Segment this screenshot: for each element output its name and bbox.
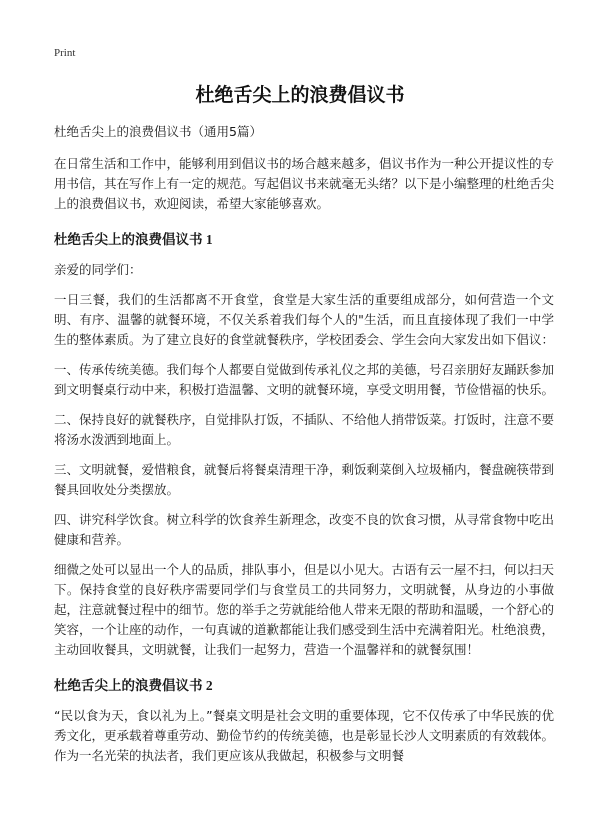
paragraph: 细微之处可以显出一个人的品质，排队事小，但是以小见大。古语有云一屋不扫，何以扫天下。保持食堂的良好秩序需要同学们与食堂员工的共同努力，文明就餐，从身边的小事做起，注意就餐过程中的细节。您的举手之劳就能给他人带来无限的帮助和温暖，一个舒心的笑容，一个让座的动作，一句真诚的道歉都能让我们感受到生活中充满着阳光。杜绝浪费，主动回收餐具，文明就餐，让我们一起努力，营造一个温馨祥和的就餐氛围！ <box>54 562 555 657</box>
greeting: 亲爱的同学们： <box>54 262 142 277</box>
paragraph: 三、文明就餐，爱惜粮食，就餐后将餐桌清理干净，剩饭剩菜倒入垃圾桶内，餐盘碗筷带到餐具回收处分类摆放。 <box>54 462 555 497</box>
page-title: 杜绝舌尖上的浪费倡议书 <box>195 84 405 106</box>
print-link[interactable]: Print <box>54 47 76 59</box>
paragraph: 一日三餐，我们的生活都离不开食堂，食堂是大家生活的重要组成部分，如何营造一个文明、有序、温馨的就餐环境，不仅关系着我们每个人的"生活，而且直接体现了我们一中学生的整体素质。为了建立良好的食堂就餐秩序，学校团委会、学生会向大家发出如下倡议： <box>54 292 555 347</box>
intro-paragraph: 在日常生活和工作中，能够利用到倡议书的场合越来越多，倡议书作为一种公开提议性的专用书信，其在写作上有一定的规范。写起倡议书来就毫无头绪？以下是小编整理的杜绝舌尖上的浪费倡议书，欢迎阅读，希望大家能够喜欢。 <box>54 156 555 211</box>
paragraph: 一、传承传统美德。我们每个人都要自觉做到传承礼仪之邦的美德，号召亲朋好友踊跃参加到文明餐桌行动中来，积极打造温馨、文明的就餐环境，享受文明用餐，节俭惜福的快乐。 <box>54 362 555 397</box>
paragraph: “民以食为天，食以礼为上。”餐桌文明是社会文明的重要体现，它不仅传承了中华民族的优秀文化，更承载着尊重劳动、勤俭节约的传统美德，也是彰显长沙人文明素质的有效载体。作为一名光荣的执法者，我们更应该从我做起，积极参与文明餐 <box>54 708 555 763</box>
paragraph: 四、讲究科学饮食。树立科学的饮食养生新理念，改变不良的饮食习惯，从寻常食物中吃出健康和营养。 <box>54 512 555 547</box>
section-heading-2: 杜绝舌尖上的浪费倡议书 2 <box>54 678 213 693</box>
document-body <box>54 122 554 776</box>
paragraph: 二、保持良好的就餐秩序，自觉排队打饭，不插队、不给他人捎带饭菜。打饭时，注意不要将汤水泼洒到地面上。 <box>54 412 555 447</box>
section-heading-1: 杜绝舌尖上的浪费倡议书 1 <box>54 232 213 247</box>
document-subtitle: 杜绝舌尖上的浪费倡议书（通用5篇） <box>54 124 262 139</box>
